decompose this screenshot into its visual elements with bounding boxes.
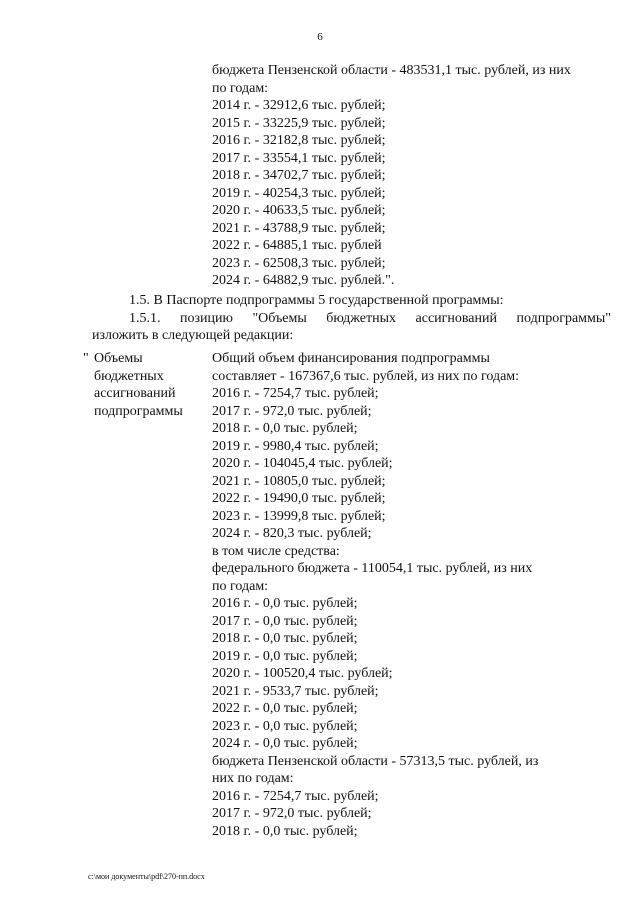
value-line: 2016 г. - 7254,7 тыс. рублей;	[212, 386, 379, 401]
item-word: "Объемы	[252, 310, 307, 326]
text-line: 2019 г. - 40254,3 тыс. рублей;	[212, 185, 386, 201]
passport-value-cell	[212, 350, 538, 840]
label-line: подпрограммы	[94, 403, 183, 419]
section-item-continuation: изложить в следующей редакции:	[92, 328, 294, 343]
text-line: 2016 г. - 32182,8 тыс. рублей;	[212, 133, 386, 148]
value-line: по годам:	[212, 578, 269, 594]
text-line: 2023 г. - 62508,3 тыс. рублей;	[212, 255, 386, 271]
text-line: 2014 г. - 32912,6 тыс. рублей;	[212, 98, 386, 113]
open-quote: "	[83, 351, 89, 366]
item-word: позицию	[180, 310, 233, 326]
value-line: них по годам:	[212, 771, 294, 786]
value-line: 2022 г. - 19490,0 тыс. рублей;	[212, 491, 386, 506]
value-line: 2016 г. - 7254,7 тыс. рублей;	[212, 788, 379, 804]
text-line: бюджета Пензенской области - 483531,1 тыс. рублей, из них	[212, 63, 571, 78]
value-line: 2017 г. - 0,0 тыс. рублей;	[212, 613, 358, 629]
value-line: 2022 г. - 0,0 тыс. рублей;	[212, 701, 358, 716]
footer-file-path: c:\мои документы\pdf\270-пп.docx	[88, 872, 205, 881]
section-1-5	[92, 292, 611, 345]
value-line: 2021 г. - 10805,0 тыс. рублей;	[212, 473, 386, 489]
value-line: 2019 г. - 9980,4 тыс. рублей;	[212, 438, 379, 454]
value-line: 2024 г. - 820,3 тыс. рублей;	[212, 526, 372, 541]
text-line: 2018 г. - 34702,7 тыс. рублей;	[212, 168, 386, 183]
value-line: 2018 г. - 0,0 тыс. рублей;	[212, 421, 358, 436]
value-line: в том числе средства:	[212, 543, 340, 559]
text-line: 2015 г. - 33225,9 тыс. рублей;	[212, 115, 386, 131]
value-line: бюджета Пензенской области - 57313,5 тыс. рублей, из	[212, 753, 539, 769]
page-number: 6	[317, 31, 323, 43]
item-word: бюджетных	[326, 310, 397, 326]
text-line: 2021 г. - 43788,9 тыс. рублей;	[212, 220, 386, 236]
section-heading: 1.5. В Паспорте подпрограммы 5 государственной программы:	[129, 293, 504, 308]
label-line: бюджетных	[94, 368, 164, 384]
value-line: 2024 г. - 0,0 тыс. рублей;	[212, 736, 358, 751]
value-line: составляет - 167367,6 тыс. рублей, из них по годам:	[212, 368, 520, 384]
value-line: 2023 г. - 0,0 тыс. рублей;	[212, 718, 358, 734]
text-line: 2022 г. - 64885,1 тыс. рублей	[212, 238, 382, 253]
label-line: Объемы	[94, 351, 143, 366]
passport-label-cell	[94, 350, 183, 420]
value-line: 2020 г. - 104045,4 тыс. рублей;	[212, 456, 393, 471]
text-line: по годам:	[212, 80, 269, 96]
item-word: подпрограммы"	[516, 310, 611, 326]
value-line: 2023 г. - 13999,8 тыс. рублей;	[212, 508, 386, 524]
value-line: 2018 г. - 0,0 тыс. рублей;	[212, 823, 358, 839]
top-funding-block	[212, 62, 571, 290]
section-item-line	[92, 310, 611, 328]
item-word: ассигнований	[415, 310, 497, 326]
text-line: 2017 г. - 33554,1 тыс. рублей;	[212, 150, 386, 166]
value-line: 2020 г. - 100520,4 тыс. рублей;	[212, 666, 393, 681]
text-line: 2024 г. - 64882,9 тыс. рублей.".	[212, 273, 395, 288]
value-line: 2017 г. - 972,0 тыс. рублей;	[212, 806, 372, 821]
value-line: 2021 г. - 9533,7 тыс. рублей;	[212, 683, 379, 699]
value-line: 2016 г. - 0,0 тыс. рублей;	[212, 596, 358, 611]
value-line: Общий объем финансирования подпрограммы	[212, 351, 490, 366]
label-line: ассигнований	[94, 386, 176, 401]
value-line: федерального бюджета - 110054,1 тыс. рублей, из них	[212, 561, 533, 576]
value-line: 2018 г. - 0,0 тыс. рублей;	[212, 631, 358, 646]
text-line: 2020 г. - 40633,5 тыс. рублей;	[212, 203, 386, 218]
item-word: 1.5.1.	[129, 310, 161, 326]
value-line: 2019 г. - 0,0 тыс. рублей;	[212, 648, 358, 664]
value-line: 2017 г. - 972,0 тыс. рублей;	[212, 403, 372, 419]
